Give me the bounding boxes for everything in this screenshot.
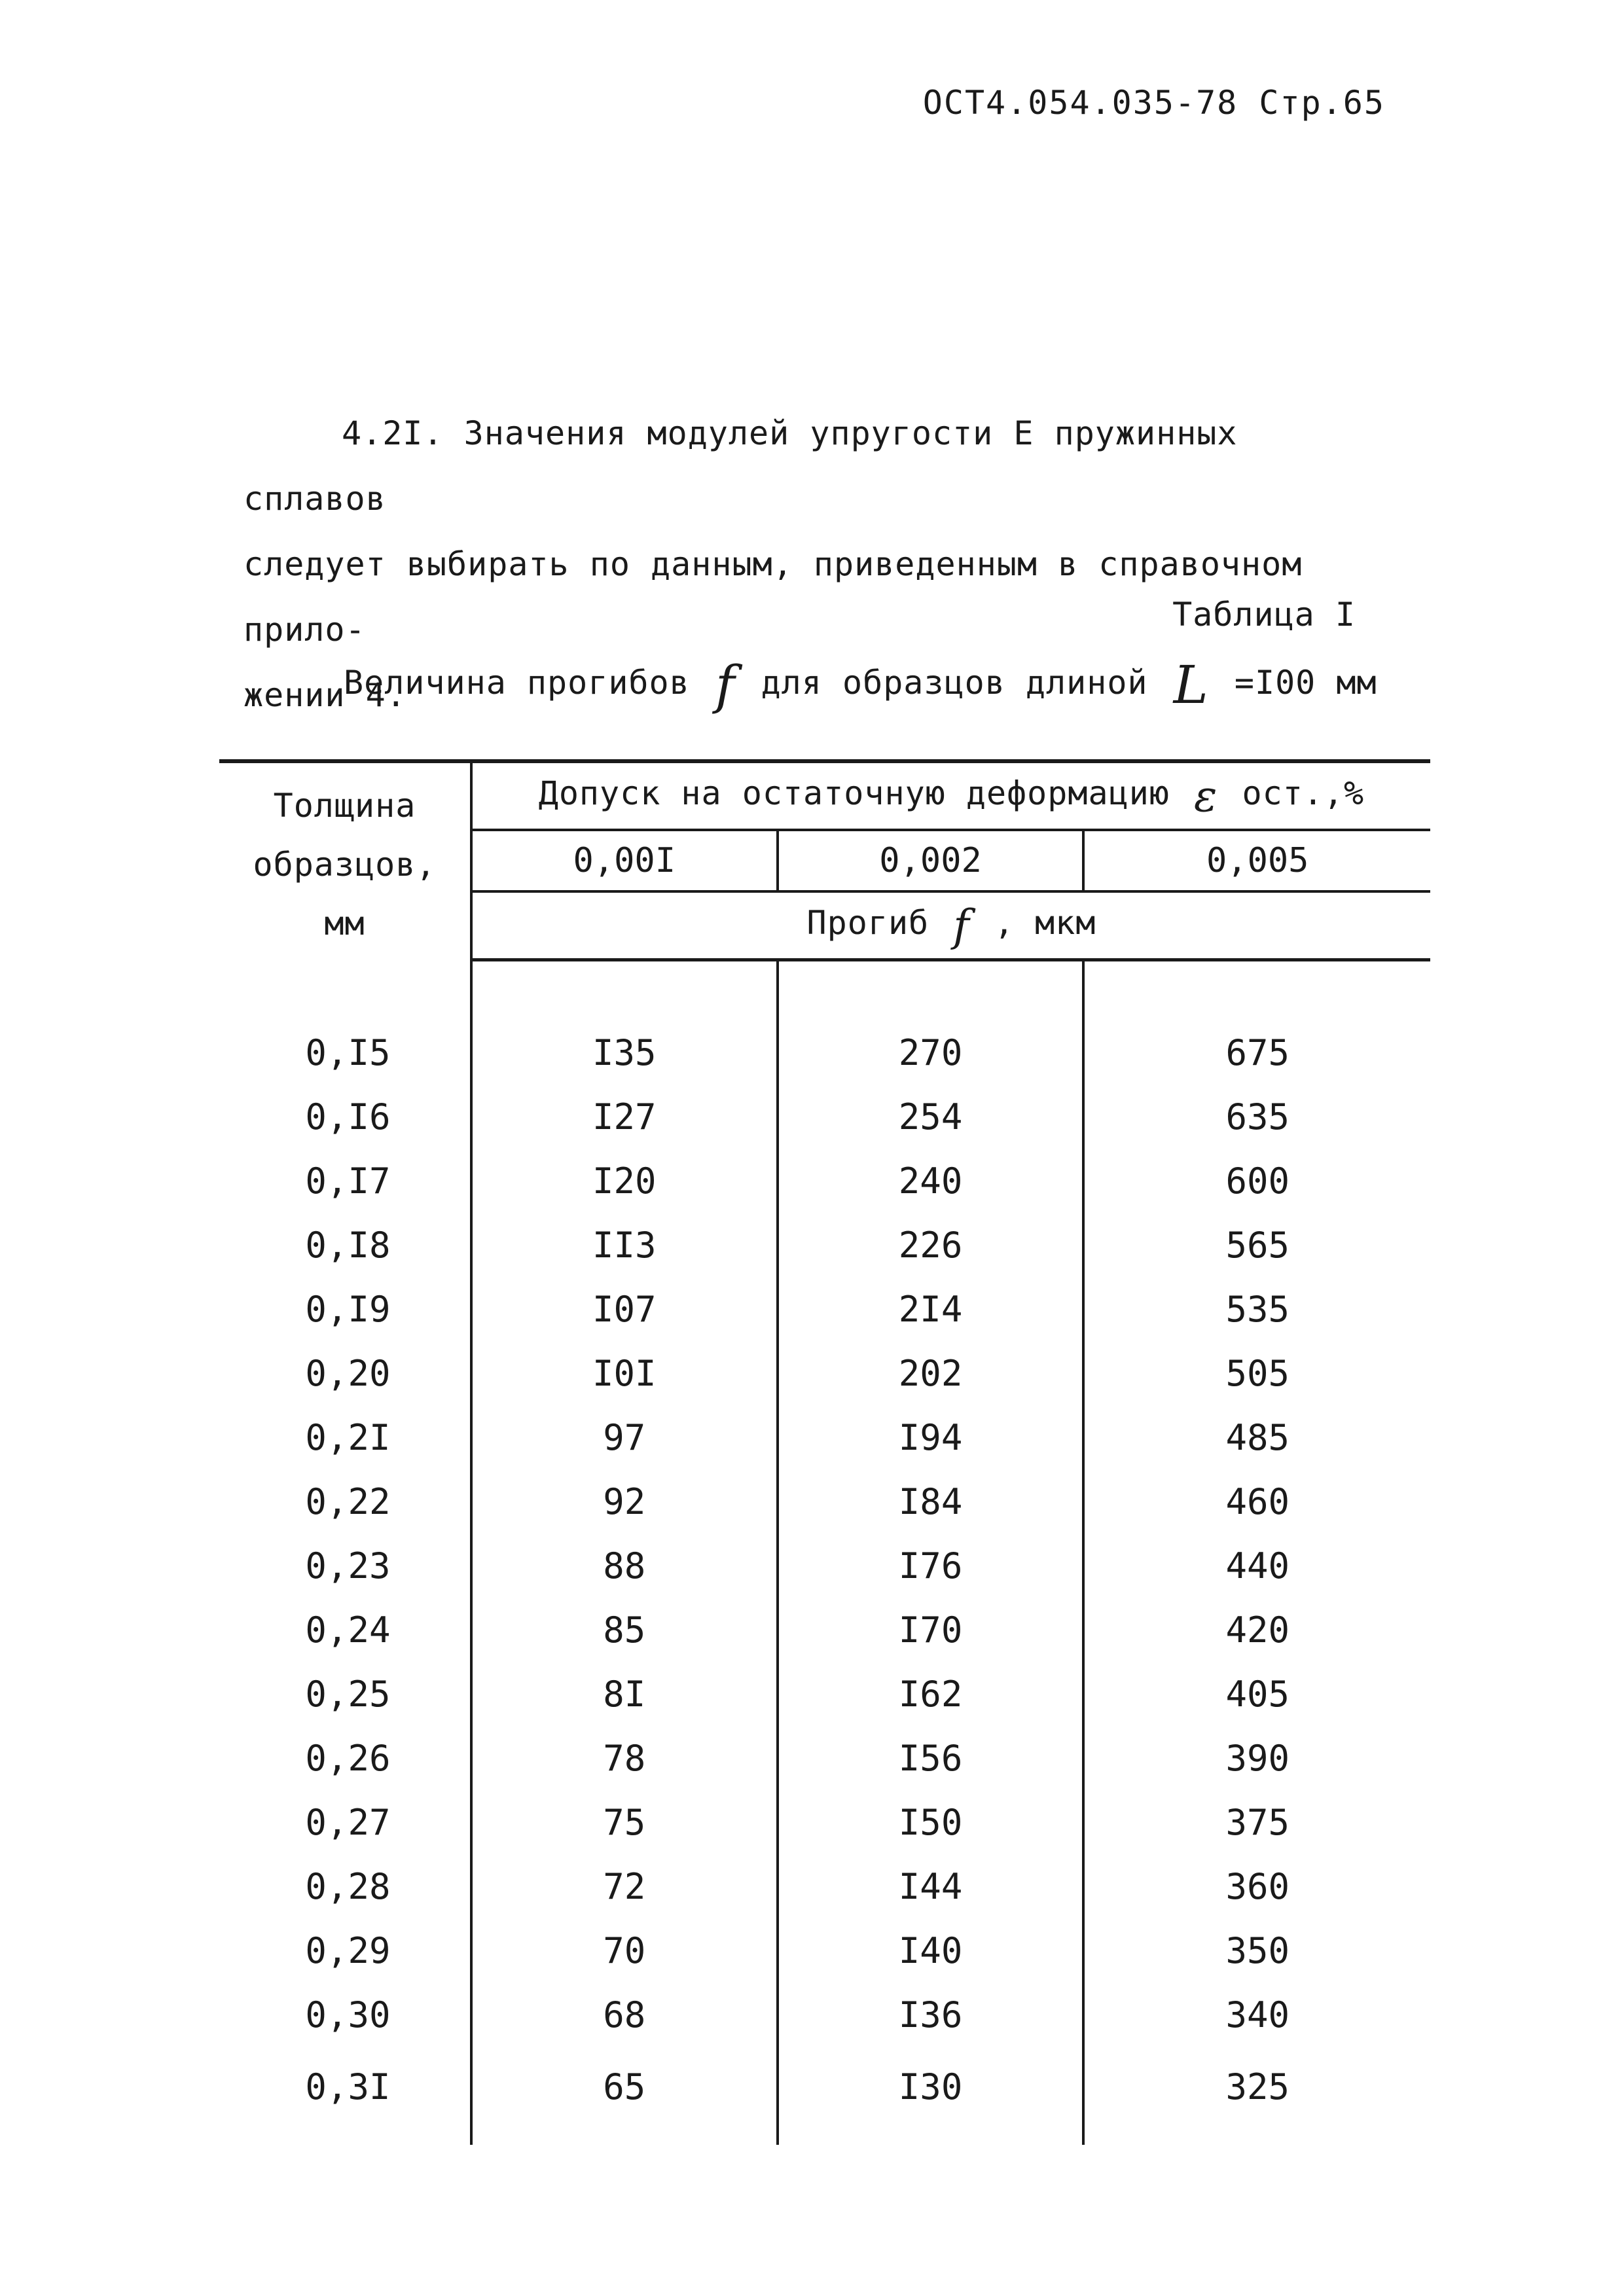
deflection-cell: I44 bbox=[778, 1854, 1084, 1918]
deflection-cell: 97 bbox=[471, 1405, 778, 1469]
deflection-cell: 65 bbox=[471, 2047, 778, 2145]
deflection-cell: I50 bbox=[778, 1790, 1084, 1854]
deflection-cell: I76 bbox=[778, 1534, 1084, 1598]
deflection-cell: I0I bbox=[471, 1341, 778, 1405]
page-header: ОСТ4.054.035-78 Стр.65 bbox=[922, 84, 1385, 122]
thickness-cell: 0,I7 bbox=[219, 1149, 471, 1213]
table-row bbox=[219, 1726, 1430, 1790]
table-row bbox=[219, 1790, 1430, 1854]
table-caption bbox=[344, 655, 1377, 715]
deflection-cell: I35 bbox=[471, 1020, 778, 1085]
tolerance-level: 0,002 bbox=[778, 830, 1084, 891]
deflection-cell: 460 bbox=[1225, 1480, 1290, 1522]
table-row bbox=[219, 1213, 1430, 1277]
table-row bbox=[219, 1020, 1430, 1085]
deflection-cell: I56 bbox=[778, 1726, 1084, 1790]
deflection-cell: 72 bbox=[471, 1854, 778, 1918]
thickness-cell: 0,I5 bbox=[219, 1020, 471, 1085]
thickness-cell: 0,20 bbox=[219, 1341, 471, 1405]
deflection-cell: 440 bbox=[1225, 1545, 1290, 1587]
table-row bbox=[219, 1854, 1430, 1918]
deflection-cell: I36 bbox=[778, 1982, 1084, 2047]
paragraph-line-3: жении 4. bbox=[244, 676, 406, 714]
deflection-cell: I30 bbox=[778, 2047, 1084, 2145]
deflection-cell: 270 bbox=[778, 1020, 1084, 1085]
epsilon-symbol: ε bbox=[1194, 770, 1218, 821]
thickness-cell: 0,2I bbox=[219, 1405, 471, 1469]
thickness-cell: 0,I9 bbox=[219, 1277, 471, 1341]
deflection-cell: 505 bbox=[1225, 1352, 1290, 1394]
deflection-cell: 68 bbox=[471, 1982, 778, 2047]
table-row bbox=[219, 1598, 1430, 1662]
deflection-cell: I07 bbox=[471, 1277, 778, 1341]
deflection-cell: 92 bbox=[471, 1469, 778, 1534]
table-row bbox=[219, 1662, 1430, 1726]
table-row bbox=[219, 1534, 1430, 1598]
deflection-cell: 565 bbox=[1225, 1224, 1290, 1266]
thickness-header: Толщина образцов, мм bbox=[219, 761, 471, 960]
deflection-cell: 675 bbox=[1225, 1031, 1290, 1073]
table-row bbox=[219, 1085, 1430, 1149]
deflection-cell: 88 bbox=[471, 1534, 778, 1598]
deflection-cell: 325 bbox=[1225, 2066, 1290, 2108]
deflection-cell: 360 bbox=[1225, 1865, 1290, 1907]
table-row bbox=[219, 1469, 1430, 1534]
thickness-cell: 0,23 bbox=[219, 1534, 471, 1598]
deflection-cell: 350 bbox=[1225, 1929, 1290, 1971]
table-spacer-row bbox=[219, 960, 1430, 1021]
table-row bbox=[219, 1277, 1430, 1341]
thickness-cell: 0,24 bbox=[219, 1598, 471, 1662]
deflection-cell: I40 bbox=[778, 1918, 1084, 1982]
deflection-header: Прогиб f , мкм bbox=[471, 891, 1430, 960]
tolerance-level: 0,005 bbox=[1083, 830, 1430, 891]
thickness-cell: 0,29 bbox=[219, 1918, 471, 1982]
paragraph-line-1: 4.2I. Значения модулей упругости Е пружинных сплавов bbox=[244, 414, 1238, 518]
caption-text-end: =I00 мм bbox=[1234, 664, 1377, 702]
thickness-cell: 0,27 bbox=[219, 1790, 471, 1854]
deflection-symbol: f bbox=[715, 655, 736, 715]
deflection-cell: II3 bbox=[471, 1213, 778, 1277]
table-row bbox=[219, 2047, 1430, 2145]
deflection-symbol: f bbox=[953, 900, 970, 951]
table-row bbox=[219, 1918, 1430, 1982]
tolerance-level: 0,00I bbox=[471, 830, 778, 891]
deflection-table bbox=[219, 759, 1430, 2145]
deflection-cell: 75 bbox=[471, 1790, 778, 1854]
deflection-cell: 635 bbox=[1225, 1096, 1290, 1138]
deflection-cell: 240 bbox=[778, 1149, 1084, 1213]
deflection-cell: 420 bbox=[1225, 1609, 1290, 1651]
deflection-cell: I27 bbox=[471, 1085, 778, 1149]
deflection-cell: 70 bbox=[471, 1918, 778, 1982]
thickness-cell: 0,25 bbox=[219, 1662, 471, 1726]
deflection-cell: 8I bbox=[471, 1662, 778, 1726]
deflection-cell: I62 bbox=[778, 1662, 1084, 1726]
table-row bbox=[219, 1982, 1430, 2047]
table-label: Таблица I bbox=[1172, 596, 1356, 634]
deflection-cell: 85 bbox=[471, 1598, 778, 1662]
thickness-cell: 0,I8 bbox=[219, 1213, 471, 1277]
table-row bbox=[219, 1405, 1430, 1469]
deflection-cell: 375 bbox=[1225, 1801, 1290, 1843]
tolerance-header: Допуск на остаточную деформацию ε ост.,% bbox=[471, 761, 1430, 830]
deflection-cell: 78 bbox=[471, 1726, 778, 1790]
deflection-cell: 390 bbox=[1225, 1737, 1290, 1779]
deflection-cell: 535 bbox=[1225, 1288, 1290, 1330]
length-symbol: L bbox=[1173, 655, 1209, 715]
thickness-cell: 0,I6 bbox=[219, 1085, 471, 1149]
deflection-cell: 2I4 bbox=[778, 1277, 1084, 1341]
paragraph-line-2: следует выбирать по данным, приведенным в справочном прило- bbox=[244, 545, 1303, 649]
caption-text-start: Величина прогибов bbox=[344, 664, 690, 702]
deflection-cell: I84 bbox=[778, 1469, 1084, 1534]
deflection-cell: I20 bbox=[471, 1149, 778, 1213]
thickness-cell: 0,30 bbox=[219, 1982, 471, 2047]
deflection-cell: 226 bbox=[778, 1213, 1084, 1277]
deflection-cell: 600 bbox=[1225, 1160, 1290, 1202]
thickness-cell: 0,22 bbox=[219, 1469, 471, 1534]
thickness-cell: 0,26 bbox=[219, 1726, 471, 1790]
deflection-cell: 340 bbox=[1225, 1994, 1290, 2036]
caption-text-middle: для образцов длиной bbox=[761, 664, 1148, 702]
deflection-cell: 405 bbox=[1225, 1673, 1290, 1715]
deflection-cell: I94 bbox=[778, 1405, 1084, 1469]
deflection-cell: 202 bbox=[778, 1341, 1084, 1405]
table-row bbox=[219, 1149, 1430, 1213]
thickness-cell: 0,28 bbox=[219, 1854, 471, 1918]
deflection-cell: 254 bbox=[778, 1085, 1084, 1149]
table-row bbox=[219, 1341, 1430, 1405]
deflection-cell: I70 bbox=[778, 1598, 1084, 1662]
thickness-cell: 0,3I bbox=[219, 2047, 471, 2145]
deflection-cell: 485 bbox=[1225, 1416, 1290, 1458]
